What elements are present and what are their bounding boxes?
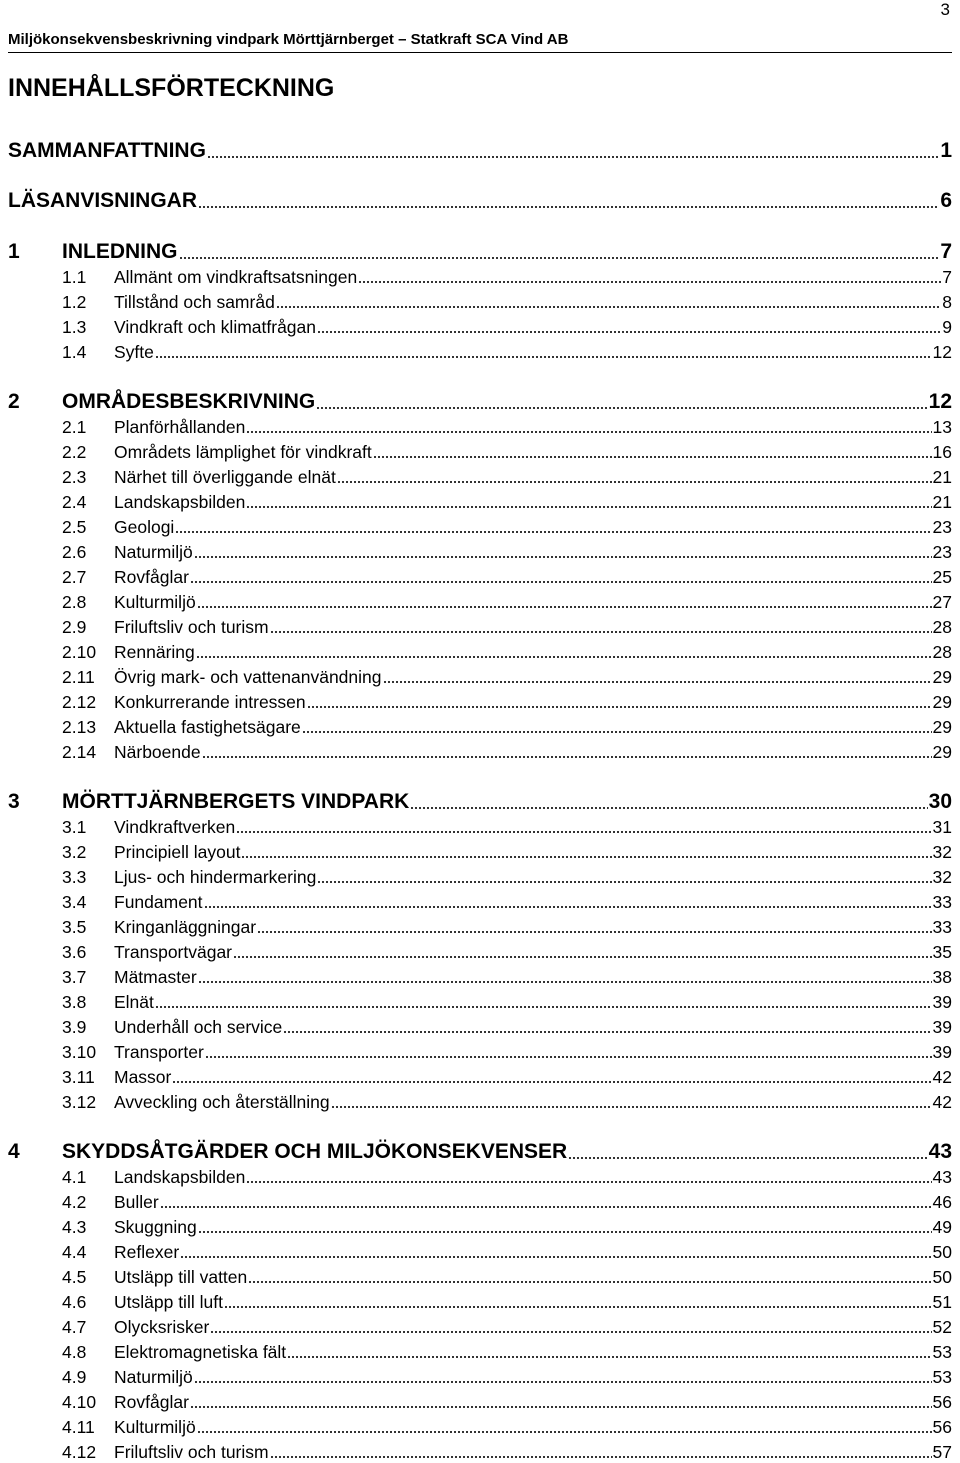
toc-entry[interactable] [8, 1091, 952, 1113]
toc-entry-page-number: 13 [932, 417, 952, 437]
dot-leader [197, 591, 932, 613]
dot-leader [276, 291, 941, 313]
dot-leader [198, 188, 939, 214]
toc-entry-number: 2.4 [62, 492, 87, 512]
dot-leader [205, 1041, 932, 1063]
toc-entry[interactable] [8, 541, 952, 563]
toc-entry-number: 2.5 [62, 517, 87, 537]
toc-entry-page-number: 32 [932, 867, 952, 887]
toc-entry[interactable] [8, 239, 952, 265]
toc-entry-page-number: 56 [932, 1417, 952, 1437]
dot-leader [246, 1166, 931, 1188]
dot-leader [196, 641, 932, 663]
toc-entry-number: 4.6 [62, 1292, 87, 1312]
toc-entry-page-number: 50 [932, 1242, 952, 1262]
toc-entry-number: 1 [8, 240, 20, 263]
toc-entry-page-number: 23 [932, 542, 952, 562]
toc-entry-page-number: 27 [932, 592, 952, 612]
toc-entry[interactable] [8, 716, 952, 738]
toc-entry-number: 3.6 [62, 942, 87, 962]
toc-entry-label: Naturmiljö [114, 1367, 193, 1387]
dot-leader [331, 1091, 932, 1113]
toc-entry-number: 3.4 [62, 892, 87, 912]
toc-entry-page-number: 28 [932, 617, 952, 637]
toc-entry-number: 2.12 [62, 692, 97, 712]
toc-entry-number: 1.3 [62, 317, 87, 337]
toc-entry-number: 3.9 [62, 1017, 87, 1037]
dot-leader [197, 1416, 932, 1438]
dot-leader [180, 1241, 931, 1263]
toc-entry[interactable] [8, 866, 952, 888]
dot-leader [160, 1191, 932, 1213]
dot-leader [316, 389, 927, 415]
toc-entry-label: Fundament [114, 892, 203, 912]
toc-entry[interactable] [8, 1139, 952, 1165]
toc-entry-label: Underhåll och service [114, 1017, 283, 1037]
toc-entry-number: 4.2 [62, 1192, 87, 1212]
toc-entry[interactable] [8, 441, 952, 463]
toc-entry-label: Närhet till överliggande elnät [114, 467, 336, 487]
toc-entry[interactable] [8, 666, 952, 688]
toc-entry-page-number: 21 [932, 467, 952, 487]
toc-entry-label: INLEDNING [62, 240, 178, 263]
toc-entry-label: Massor [114, 1067, 172, 1087]
toc-entry-page-number: 46 [932, 1192, 952, 1212]
dot-leader [373, 441, 932, 463]
toc-entry-label: Tillstånd och samråd [114, 292, 275, 312]
dot-leader [190, 1391, 932, 1413]
toc-entry-label: Vindkraftverken [114, 817, 236, 837]
dot-leader [317, 316, 941, 338]
dot-leader [190, 566, 932, 588]
toc-entry[interactable] [8, 416, 952, 438]
toc-entry[interactable] [8, 516, 952, 538]
toc-entry-label: Områdets lämplighet för vindkraft [114, 442, 372, 462]
toc-entry-label: Aktuella fastighetsägare [114, 717, 301, 737]
toc-entry-label: Transportvägar [114, 942, 233, 962]
toc-entry-label: Elnät [114, 992, 154, 1012]
toc-entry-number: 3.11 [62, 1067, 95, 1087]
toc-entry-page-number: 29 [932, 742, 952, 762]
dot-leader [210, 1316, 931, 1338]
toc-entry-number: 2.6 [62, 542, 87, 562]
toc-entry-label: Reflexer [114, 1242, 180, 1262]
toc-entry-label: OMRÅDESBESKRIVNING [62, 390, 316, 413]
toc-entry-label: Ljus- och hindermarkering [114, 867, 317, 887]
dot-leader [568, 1139, 927, 1165]
toc-entry[interactable] [8, 316, 952, 338]
dot-leader [248, 1266, 931, 1288]
toc-entry-label: Geologi [114, 517, 175, 537]
toc-entry-label: Transporter [114, 1042, 204, 1062]
toc-entry[interactable] [8, 1291, 952, 1313]
toc-entry-label: Vindkraft och klimatfrågan [114, 317, 317, 337]
dot-leader [155, 991, 932, 1013]
toc-entry-page-number: 21 [932, 492, 952, 512]
toc-entry-number: 2.3 [62, 467, 87, 487]
toc-entry-page-number: 53 [932, 1342, 952, 1362]
toc-entry-number: 2.1 [62, 417, 87, 437]
toc-entry-label: Buller [114, 1192, 159, 1212]
toc-entry-page-number: 29 [932, 667, 952, 687]
dot-leader [241, 841, 931, 863]
dot-leader [257, 916, 931, 938]
toc-entry-label: Avveckling och återställning [114, 1092, 330, 1112]
toc-entry[interactable] [8, 1241, 952, 1263]
toc-entry-label: Friluftsliv och turism [114, 1442, 269, 1462]
toc-entry-number: 4.11 [62, 1417, 95, 1437]
toc-entry-page-number: 39 [932, 1042, 952, 1062]
dot-leader [358, 266, 941, 288]
toc-entry[interactable] [8, 1016, 952, 1038]
dot-leader [198, 1216, 932, 1238]
toc-entry-label: Utsläpp till luft [114, 1292, 223, 1312]
toc-entry-label: Mätmaster [114, 967, 197, 987]
toc-title: INNEHÅLLSFÖRTECKNING [8, 74, 335, 102]
toc-entry-label: Syfte [114, 342, 154, 362]
toc-entry-page-number: 52 [932, 1317, 952, 1337]
dot-leader [270, 616, 932, 638]
dot-leader [224, 1291, 932, 1313]
toc-entry-page-number: 42 [932, 1092, 952, 1112]
toc-entry[interactable] [8, 916, 952, 938]
toc-entry-page-number: 49 [932, 1217, 952, 1237]
toc-entry-page-number: 7 [942, 267, 952, 287]
toc-entry-page-number: 56 [932, 1392, 952, 1412]
toc-entry-page-number: 43 [932, 1167, 952, 1187]
toc-entry[interactable] [8, 616, 952, 638]
toc-entry-label: Skuggning [114, 1217, 197, 1237]
toc-entry[interactable] [8, 138, 952, 164]
dot-leader [233, 941, 932, 963]
toc-entry-page-number: 33 [932, 892, 952, 912]
dot-leader [175, 516, 931, 538]
dot-leader [283, 1016, 931, 1038]
toc-entry[interactable] [8, 341, 952, 363]
toc-entry[interactable] [8, 1316, 952, 1338]
toc-entry-label: Kringanläggningar [114, 917, 257, 937]
toc-entry[interactable] [8, 1441, 952, 1463]
toc-entry[interactable] [8, 266, 952, 288]
running-header: Miljökonsekvensbeskrivning vindpark Mörttjärnberget – Statkraft SCA Vind AB [8, 31, 569, 48]
toc-entry-number: 2.11 [62, 667, 95, 687]
toc-entry-page-number: 8 [942, 292, 952, 312]
dot-leader [194, 1366, 932, 1388]
toc-entry[interactable] [8, 1166, 952, 1188]
dot-leader [207, 138, 939, 164]
toc-entry-page-number: 12 [932, 342, 952, 362]
toc-entry-number: 1.4 [62, 342, 87, 362]
toc-entry-page-number: 42 [932, 1067, 952, 1087]
toc-entry-number: 2 [8, 390, 20, 413]
toc-entry-label: SAMMANFATTNING [8, 139, 206, 162]
toc-entry-number: 2.8 [62, 592, 87, 612]
toc-entry-page-number: 32 [932, 842, 952, 862]
toc-entry-page-number: 9 [942, 317, 952, 337]
toc-entry-number: 3.7 [62, 967, 87, 987]
toc-entry[interactable] [8, 1266, 952, 1288]
toc-entry-number: 4.7 [62, 1317, 87, 1337]
toc-entry-number: 3 [8, 790, 20, 813]
toc-entry-page-number: 57 [932, 1442, 952, 1462]
toc-entry[interactable] [8, 691, 952, 713]
toc-entry[interactable] [8, 1216, 952, 1238]
toc-entry[interactable] [8, 291, 952, 313]
toc-entry-label: Övrig mark- och vattenanvändning [114, 667, 382, 687]
toc-entry[interactable] [8, 466, 952, 488]
toc-entry-number: 3.12 [62, 1092, 97, 1112]
dot-leader [172, 1066, 931, 1088]
toc-entry[interactable] [8, 991, 952, 1013]
toc-entry-number: 3.10 [62, 1042, 97, 1062]
toc-entry[interactable] [8, 816, 952, 838]
toc-entry-label: SKYDDSÅTGÄRDER OCH MILJÖKONSEKVENSER [62, 1140, 568, 1163]
toc-entry-label: Allmänt om vindkraftsatsningen [114, 267, 358, 287]
dot-leader [287, 1341, 931, 1363]
toc-entry[interactable] [8, 1366, 952, 1388]
dot-leader [246, 491, 931, 513]
toc-entry-number: 3.3 [62, 867, 87, 887]
dot-leader [383, 666, 932, 688]
dot-leader [410, 789, 927, 815]
dot-leader [270, 1441, 932, 1463]
toc-entry-page-number: 33 [932, 917, 952, 937]
toc-entry-number: 4.3 [62, 1217, 87, 1237]
toc-entry[interactable] [8, 188, 952, 214]
toc-entry-label: Landskapsbilden [114, 1167, 246, 1187]
toc-entry[interactable] [8, 966, 952, 988]
toc-entry-number: 3.8 [62, 992, 87, 1012]
toc-entry-number: 4.9 [62, 1367, 87, 1387]
toc-entry-label: Olycksrisker [114, 1317, 210, 1337]
toc-entry-number: 2.9 [62, 617, 87, 637]
toc-entry-page-number: 35 [932, 942, 952, 962]
toc-entry-label: Rennäring [114, 642, 195, 662]
toc-entry-page-number: 43 [928, 1140, 952, 1163]
toc-entry[interactable] [8, 741, 952, 763]
toc-entry-page-number: 7 [940, 240, 952, 263]
toc-entry-page-number: 39 [932, 992, 952, 1012]
dot-leader [302, 716, 932, 738]
toc-entry-number: 4.10 [62, 1392, 97, 1412]
toc-entry-number: 1.1 [62, 267, 87, 287]
dot-leader [179, 239, 940, 265]
toc-entry-label: Friluftsliv och turism [114, 617, 269, 637]
toc-entry-label: Närboende [114, 742, 201, 762]
toc-entry-number: 4.4 [62, 1242, 87, 1262]
toc-entry-page-number: 53 [932, 1367, 952, 1387]
toc-entry-number: 3.1 [62, 817, 87, 837]
toc-entry-page-number: 29 [932, 692, 952, 712]
toc-entry-page-number: 38 [932, 967, 952, 987]
toc-entry[interactable] [8, 1416, 952, 1438]
toc-entry-number: 2.2 [62, 442, 87, 462]
toc-entry-label: Rovfåglar [114, 567, 189, 587]
toc-entry-page-number: 25 [932, 567, 952, 587]
toc-entry-number: 2.10 [62, 642, 97, 662]
toc-entry-number: 4 [8, 1140, 20, 1163]
toc-entry-number: 4.8 [62, 1342, 87, 1362]
toc-entry-label: Konkurrerande intressen [114, 692, 306, 712]
toc-entry-page-number: 16 [932, 442, 952, 462]
toc-entry-page-number: 39 [932, 1017, 952, 1037]
toc-entry[interactable] [8, 491, 952, 513]
toc-entry-page-number: 31 [932, 817, 952, 837]
toc-entry-number: 4.5 [62, 1267, 87, 1287]
toc-entry[interactable] [8, 941, 952, 963]
toc-entry-label: MÖRTTJÄRNBERGETS VINDPARK [62, 790, 410, 813]
toc-entry-label: Kulturmiljö [114, 592, 196, 612]
dot-leader [236, 816, 931, 838]
toc-entry-page-number: 12 [928, 390, 952, 413]
toc-entry-label: Kulturmiljö [114, 1417, 196, 1437]
toc-entry-number: 4.1 [62, 1167, 87, 1187]
toc-entry[interactable] [8, 1391, 952, 1413]
toc-entry-label: Rovfåglar [114, 1392, 189, 1412]
dot-leader [317, 866, 931, 888]
toc-entry[interactable] [8, 1191, 952, 1213]
toc-entry[interactable] [8, 591, 952, 613]
dot-leader [198, 966, 932, 988]
toc-entry-number: 2.14 [62, 742, 97, 762]
page-number: 3 [940, 0, 950, 19]
toc-entry[interactable] [8, 1041, 952, 1063]
toc-entry[interactable] [8, 566, 952, 588]
dot-leader [204, 891, 932, 913]
toc-entry[interactable] [8, 389, 952, 415]
toc-entry-number: 4.12 [62, 1442, 97, 1462]
toc-entry-label: Utsläpp till vatten [114, 1267, 248, 1287]
toc-entry[interactable] [8, 1341, 952, 1363]
toc-entry[interactable] [8, 841, 952, 863]
toc-entry[interactable] [8, 1066, 952, 1088]
toc-entry-number: 3.2 [62, 842, 87, 862]
toc-entry-number: 3.5 [62, 917, 87, 937]
toc-entry-label: Landskapsbilden [114, 492, 246, 512]
toc-entry-label: Planförhållanden [114, 417, 246, 437]
toc-entry-page-number: 28 [932, 642, 952, 662]
toc-entry-page-number: 51 [932, 1292, 952, 1312]
toc-entry-page-number: 1 [940, 139, 952, 162]
toc-entry[interactable] [8, 641, 952, 663]
toc-entry-number: 1.2 [62, 292, 87, 312]
toc-entry-label: Elektromagnetiska fält [114, 1342, 287, 1362]
toc-entry-page-number: 30 [928, 790, 952, 813]
toc-entry-label: Naturmiljö [114, 542, 193, 562]
toc-entry-page-number: 29 [932, 717, 952, 737]
toc-entry-label: LÄSANVISNINGAR [8, 189, 198, 212]
dot-leader [246, 416, 931, 438]
toc-entry-page-number: 50 [932, 1267, 952, 1287]
dot-leader [307, 691, 932, 713]
dot-leader [202, 741, 932, 763]
toc-entry-number: 2.7 [62, 567, 87, 587]
dot-leader [155, 341, 932, 363]
toc-entry[interactable] [8, 789, 952, 815]
dot-leader [194, 541, 932, 563]
toc-entry-page-number: 23 [932, 517, 952, 537]
toc-entry[interactable] [8, 891, 952, 913]
dot-leader [337, 466, 932, 488]
toc-entry-page-number: 6 [940, 189, 952, 212]
toc-entry-number: 2.13 [62, 717, 97, 737]
toc-entry-label: Principiell layout [114, 842, 241, 862]
